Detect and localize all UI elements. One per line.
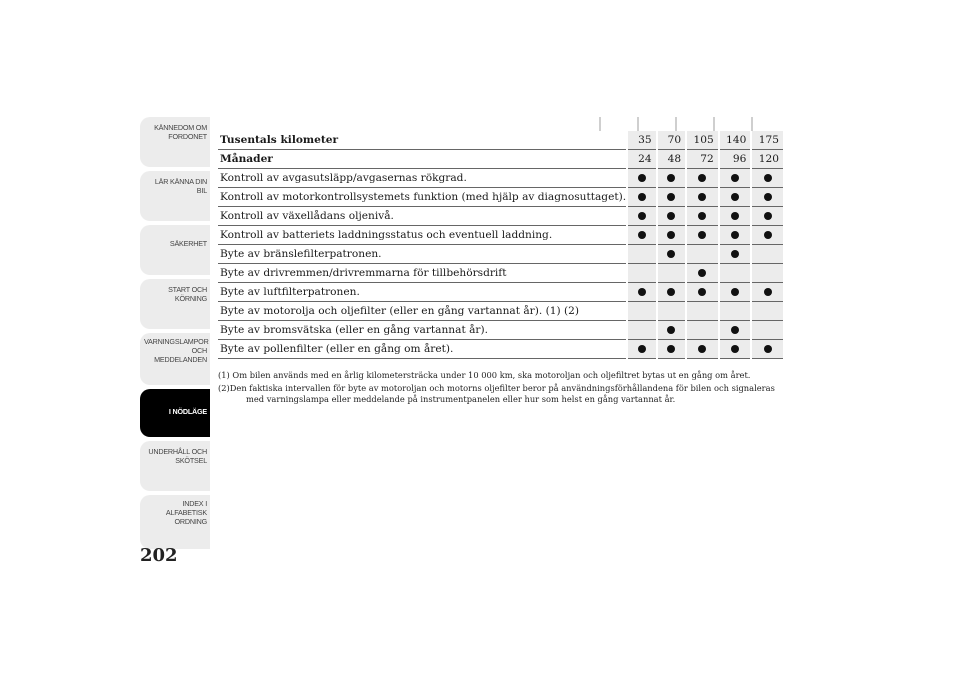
interval-cell xyxy=(751,264,783,283)
interval-cell xyxy=(627,302,657,321)
tab-label: UNDERHÅLL OCH SKÖTSEL xyxy=(148,447,207,465)
service-dot-icon xyxy=(731,326,739,334)
interval-cell xyxy=(751,207,783,226)
header-km-value: 35 xyxy=(627,131,657,150)
interval-cell xyxy=(627,169,657,188)
row-label: Kontroll av växellådans oljenivå. xyxy=(218,207,627,226)
interval-cell xyxy=(751,245,783,264)
interval-cell xyxy=(751,226,783,245)
service-dot-icon xyxy=(731,174,739,182)
interval-cell xyxy=(657,302,687,321)
service-dot-icon xyxy=(667,174,675,182)
service-dot-icon xyxy=(667,212,675,220)
row-label: Kontroll av avgasutsläpp/avgasernas rökgrad. xyxy=(218,169,627,188)
tab-label: START OCH KÖRNING xyxy=(168,285,207,303)
table-row xyxy=(218,169,783,188)
header-month-value: 48 xyxy=(657,150,687,169)
tab-label: I NÖDLÄGE xyxy=(168,407,207,416)
service-dot-icon xyxy=(667,326,675,334)
table-header-km xyxy=(218,131,783,150)
row-label: Byte av bromsvätska (eller en gång vartannat år). xyxy=(218,321,627,340)
tab-label: LÄR KÄNNA DIN BIL xyxy=(154,177,207,195)
interval-cell xyxy=(627,188,657,207)
interval-cell xyxy=(719,302,752,321)
header-month-value: 24 xyxy=(627,150,657,169)
tab-underhall[interactable] xyxy=(140,441,210,491)
tab-i-nodlage[interactable] xyxy=(140,389,210,437)
column-divider xyxy=(675,117,677,131)
service-dot-icon xyxy=(638,193,646,201)
tab-kannedom[interactable] xyxy=(140,117,210,167)
service-dot-icon xyxy=(698,174,706,182)
service-dot-icon xyxy=(638,174,646,182)
interval-cell xyxy=(627,321,657,340)
service-dot-icon xyxy=(698,269,706,277)
interval-cell xyxy=(719,283,752,302)
interval-cell xyxy=(686,188,719,207)
table-row xyxy=(218,340,783,359)
service-dot-icon xyxy=(731,193,739,201)
table-row xyxy=(218,207,783,226)
interval-cell xyxy=(657,207,687,226)
interval-cell xyxy=(719,207,752,226)
service-dot-icon xyxy=(638,345,646,353)
service-dot-icon xyxy=(731,231,739,239)
interval-cell xyxy=(719,321,752,340)
header-month-value: 72 xyxy=(686,150,719,169)
service-dot-icon xyxy=(731,288,739,296)
row-label: Byte av drivremmen/drivremmarna för tillbehörsdrift xyxy=(218,264,627,283)
tab-lar-kanna[interactable] xyxy=(140,171,210,221)
column-divider xyxy=(713,117,715,131)
interval-cell xyxy=(657,321,687,340)
interval-cell xyxy=(719,226,752,245)
table-row xyxy=(218,302,783,321)
table-row xyxy=(218,188,783,207)
tab-label: INDEX I ALFABETISK ORDNING xyxy=(165,499,207,526)
table-row xyxy=(218,264,783,283)
service-dot-icon xyxy=(667,288,675,296)
interval-cell xyxy=(751,321,783,340)
interval-cell xyxy=(751,169,783,188)
interval-cell xyxy=(627,245,657,264)
service-dot-icon xyxy=(764,231,772,239)
row-label: Kontroll av motorkontrollsystemets funktion (med hjälp av diagnosuttaget). xyxy=(218,188,627,207)
service-dot-icon xyxy=(698,288,706,296)
service-dot-icon xyxy=(731,212,739,220)
service-dot-icon xyxy=(638,288,646,296)
interval-cell xyxy=(657,226,687,245)
interval-cell xyxy=(751,302,783,321)
row-label: Byte av motorolja och oljefilter (eller en gång vartannat år). (1) (2) xyxy=(218,302,627,321)
table-row xyxy=(218,245,783,264)
page-number: 202 xyxy=(140,545,178,566)
header-label: Månader xyxy=(218,150,627,169)
service-dot-icon xyxy=(698,193,706,201)
service-dot-icon xyxy=(698,231,706,239)
service-dot-icon xyxy=(764,193,772,201)
tab-sakerhet[interactable] xyxy=(140,225,210,275)
header-month-value: 120 xyxy=(751,150,783,169)
service-dot-icon xyxy=(667,345,675,353)
tab-label: SÄKERHET xyxy=(169,239,207,248)
header-month-value: 96 xyxy=(719,150,752,169)
row-label: Byte av bränslefilterpatronen. xyxy=(218,245,627,264)
interval-cell xyxy=(686,207,719,226)
interval-cell xyxy=(627,283,657,302)
service-dot-icon xyxy=(731,345,739,353)
interval-cell xyxy=(719,340,752,359)
interval-cell xyxy=(686,321,719,340)
interval-cell xyxy=(751,340,783,359)
interval-cell xyxy=(657,169,687,188)
service-dot-icon xyxy=(731,250,739,258)
row-label: Kontroll av batteriets laddningsstatus och eventuell laddning. xyxy=(218,226,627,245)
interval-cell xyxy=(657,283,687,302)
maintenance-table xyxy=(218,131,783,359)
service-dot-icon xyxy=(764,212,772,220)
interval-cell xyxy=(657,264,687,283)
interval-cell xyxy=(686,169,719,188)
interval-cell xyxy=(751,188,783,207)
interval-cell xyxy=(627,264,657,283)
footnote-2: (2)Den faktiska intervallen för byte av motoroljan och motorns oljefilter beror på användningsförhållandena för bilen och signaleras med varningslampa eller meddelande på instrumentpanelen eller hur som helst en gång vartannat år. xyxy=(218,383,775,404)
interval-cell xyxy=(686,340,719,359)
interval-cell xyxy=(657,188,687,207)
row-label: Byte av pollenfilter (eller en gång om året). xyxy=(218,340,627,359)
service-dot-icon xyxy=(698,345,706,353)
tab-label: VARNINGSLAMPOR OCH MEDDELANDEN xyxy=(144,337,209,364)
interval-cell xyxy=(686,302,719,321)
service-dot-icon xyxy=(638,212,646,220)
tab-start-korning[interactable] xyxy=(140,279,210,329)
service-dot-icon xyxy=(764,345,772,353)
interval-cell xyxy=(686,264,719,283)
service-dot-icon xyxy=(764,174,772,182)
service-dot-icon xyxy=(667,231,675,239)
tab-label: KÄNNEDOM OM FORDONET xyxy=(154,123,207,141)
column-divider xyxy=(751,117,753,131)
service-dot-icon xyxy=(667,250,675,258)
tab-varningslampor[interactable] xyxy=(140,333,210,385)
header-km-value: 175 xyxy=(751,131,783,150)
tab-index[interactable] xyxy=(140,495,210,549)
interval-cell xyxy=(657,245,687,264)
column-divider xyxy=(637,117,639,131)
interval-cell xyxy=(686,283,719,302)
interval-cell xyxy=(627,207,657,226)
interval-cell xyxy=(719,245,752,264)
row-label: Byte av luftfilterpatronen. xyxy=(218,283,627,302)
interval-cell xyxy=(751,283,783,302)
table-row xyxy=(218,226,783,245)
column-divider xyxy=(599,117,601,131)
service-dot-icon xyxy=(698,212,706,220)
service-dot-icon xyxy=(667,193,675,201)
footnote-1: (1) Om bilen används med en årlig kilometersträcka under 10 000 km, ska motoroljan och oljefiltret bytas ut en gång om året. xyxy=(218,370,751,380)
interval-cell xyxy=(719,188,752,207)
table-header-months xyxy=(218,150,783,169)
interval-cell xyxy=(719,169,752,188)
service-dot-icon xyxy=(764,288,772,296)
table-row xyxy=(218,321,783,340)
interval-cell xyxy=(686,226,719,245)
table-row xyxy=(218,283,783,302)
service-dot-icon xyxy=(638,231,646,239)
header-label: Tusentals kilometer xyxy=(218,131,627,150)
header-km-value: 105 xyxy=(686,131,719,150)
interval-cell xyxy=(686,245,719,264)
interval-cell xyxy=(627,226,657,245)
footnotes xyxy=(218,370,788,407)
header-km-value: 70 xyxy=(657,131,687,150)
interval-cell xyxy=(627,340,657,359)
header-km-value: 140 xyxy=(719,131,752,150)
interval-cell xyxy=(657,340,687,359)
interval-cell xyxy=(719,264,752,283)
